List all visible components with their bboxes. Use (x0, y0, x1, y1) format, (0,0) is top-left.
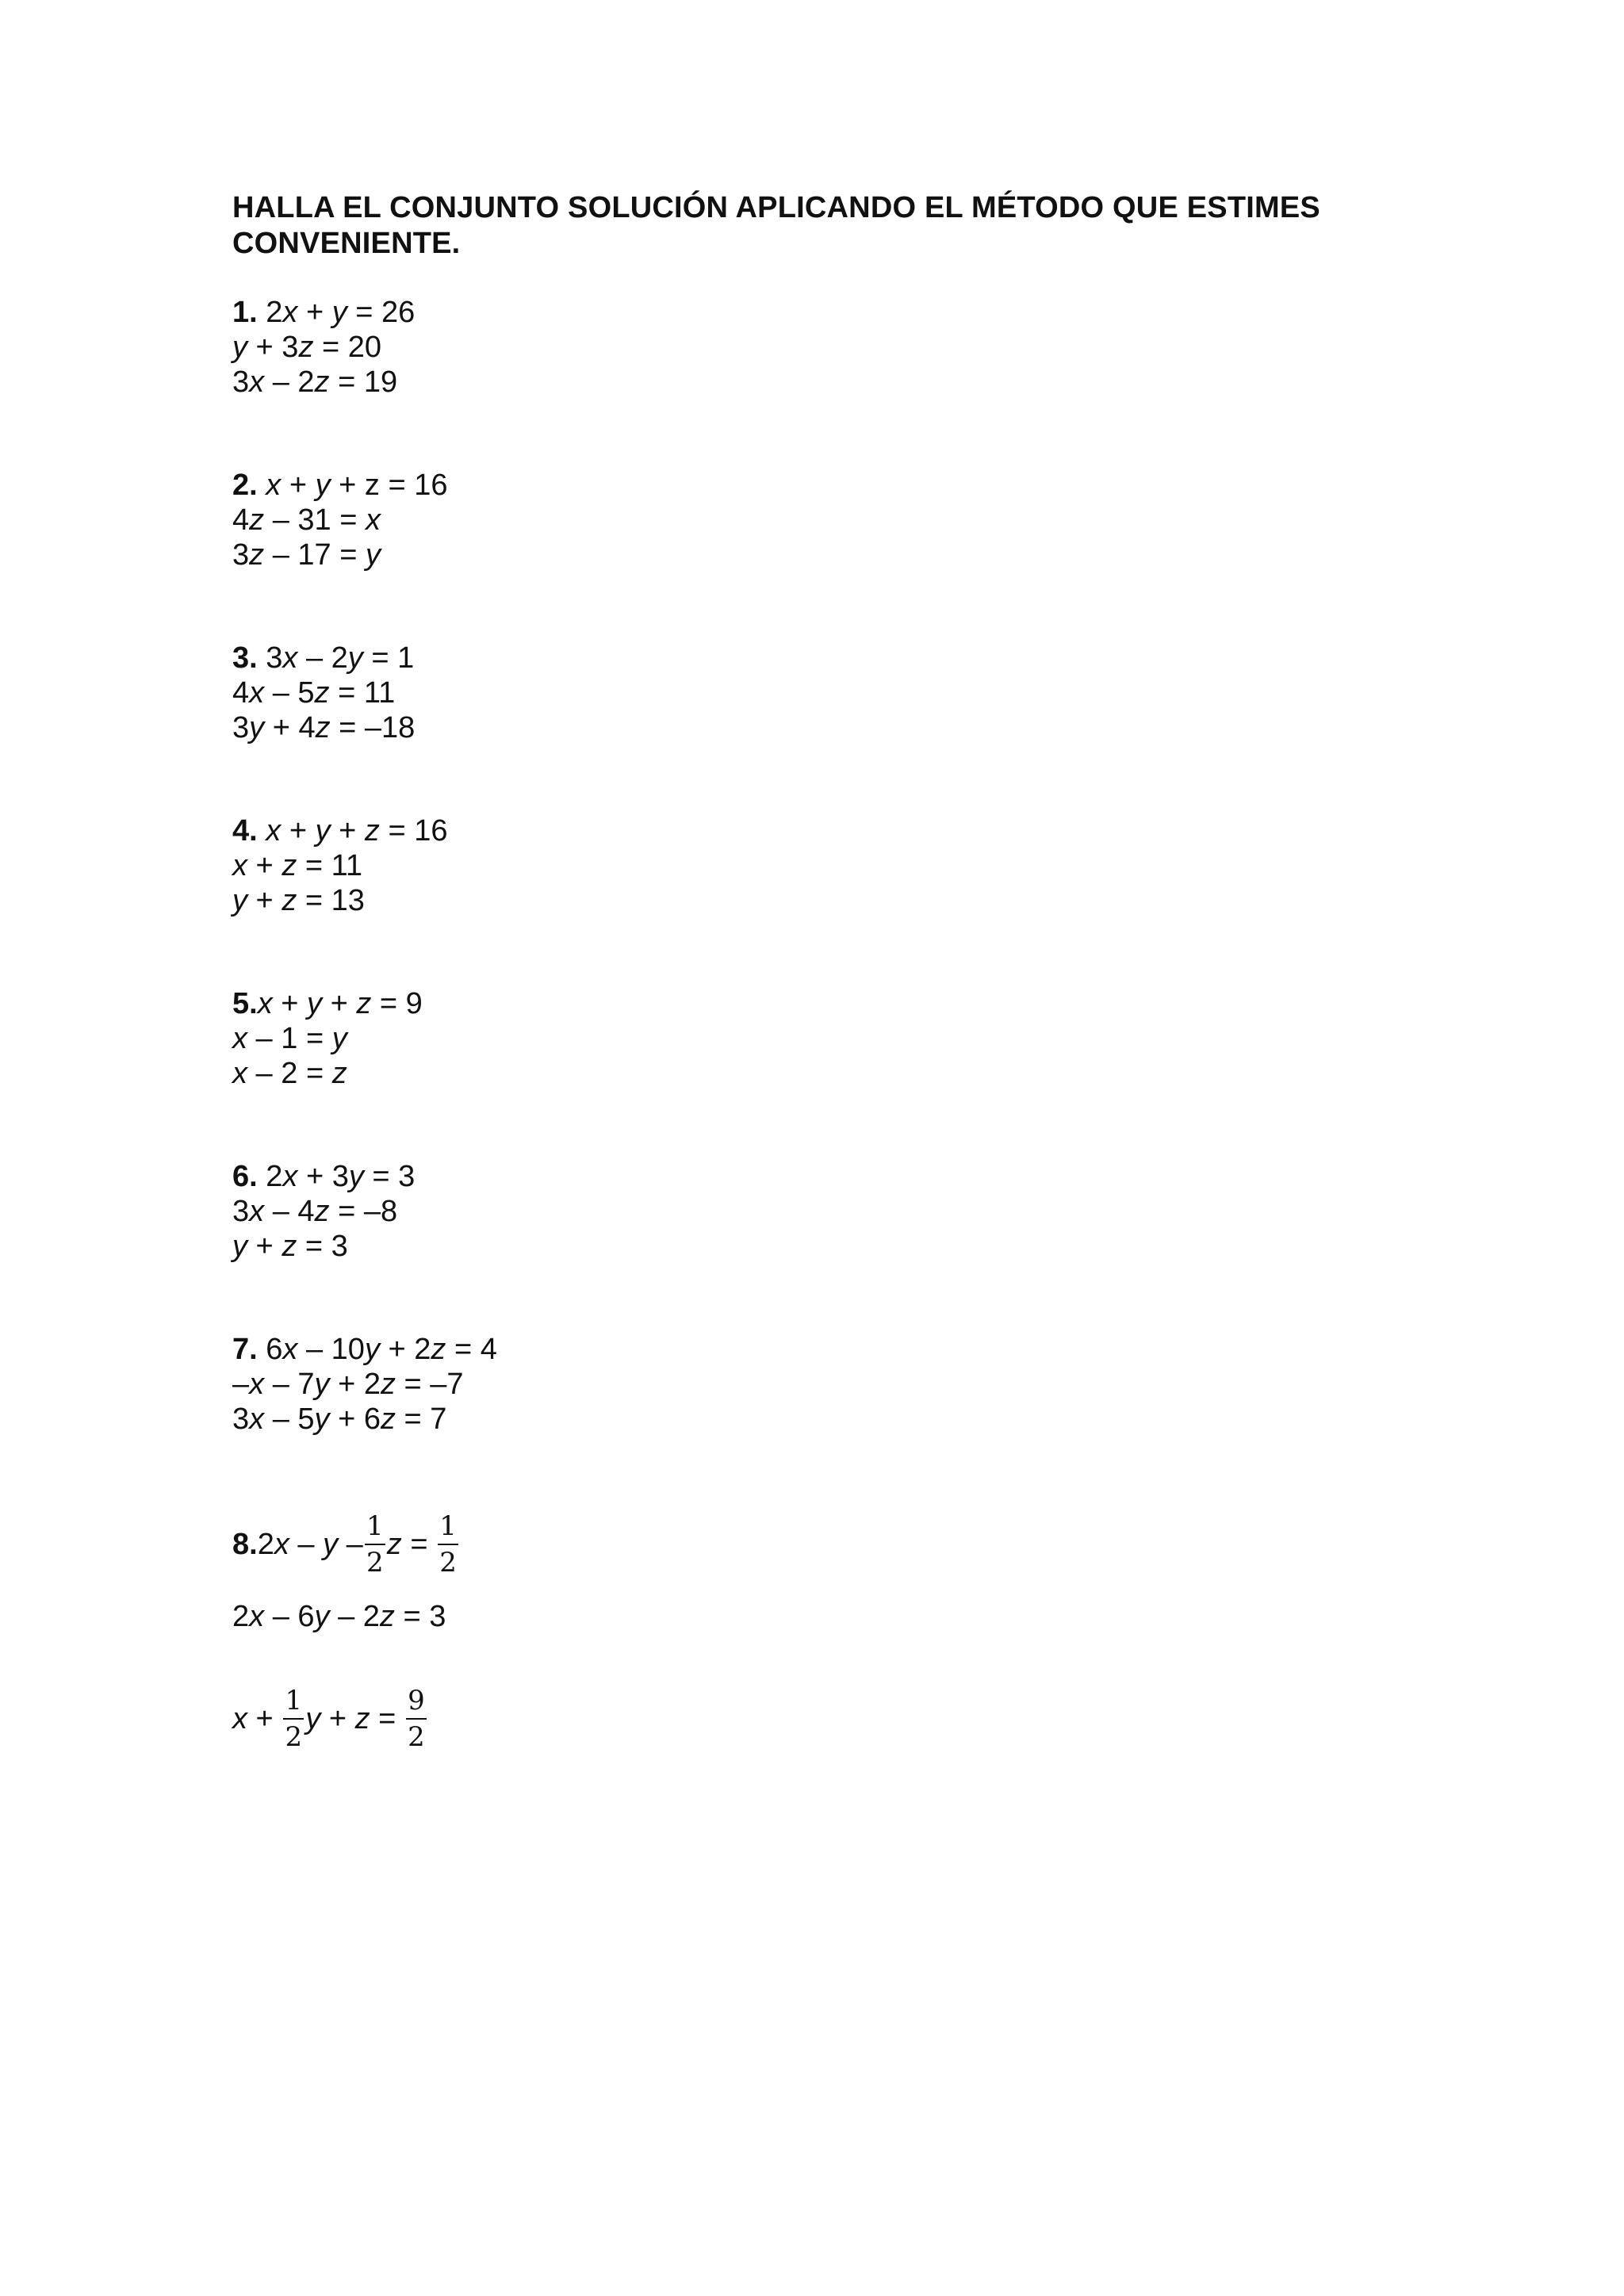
equation-line (232, 1194, 415, 1229)
variable: y (365, 538, 381, 572)
variable: x (266, 814, 282, 848)
variable: z (314, 365, 330, 399)
variable: y (314, 1402, 330, 1436)
variable: y (348, 1160, 364, 1193)
variable: z (282, 1230, 297, 1263)
equation-text: + 6 (329, 1402, 381, 1436)
problem-number: 8. (232, 1527, 258, 1561)
equation-text: – 2 (264, 365, 315, 399)
variable: y (305, 1701, 321, 1735)
equation-line (232, 1332, 497, 1367)
equation-text: + 3 (247, 331, 299, 364)
variable: x (232, 1701, 247, 1735)
variable: y (249, 711, 265, 744)
equation-text: – 1 = (247, 1022, 332, 1055)
variable: y (307, 987, 323, 1020)
equation-line (232, 468, 447, 503)
problem-6 (232, 1159, 415, 1264)
variable: x (282, 296, 298, 329)
problem-5 (232, 986, 423, 1091)
equation-text: + (247, 1230, 282, 1263)
problem-1 (232, 295, 415, 400)
variable: y (364, 1333, 380, 1366)
equation-text: 2 (257, 1527, 274, 1561)
variable: x (282, 1333, 298, 1366)
equation-text: – 4 (264, 1195, 315, 1228)
equation-text: = (401, 1527, 437, 1561)
equation-text: – 17 = (264, 538, 366, 572)
equation-text: 4 (232, 503, 250, 537)
fraction-denominator: 2 (439, 1547, 457, 1578)
problem-4 (232, 813, 447, 918)
problem-8-equation-1 (232, 1510, 460, 1578)
problem-3 (232, 641, 415, 745)
equation-text: + (247, 1701, 282, 1735)
variable: x (249, 1402, 265, 1436)
equation-text: = –18 (330, 711, 416, 744)
problem-7 (232, 1332, 497, 1437)
fraction (283, 1685, 304, 1753)
fraction-bar (406, 1718, 427, 1720)
variable: x (232, 1057, 247, 1090)
variable: y (331, 1022, 347, 1055)
equation-line (232, 330, 415, 365)
equation-line (232, 710, 415, 745)
variable: x (249, 365, 265, 399)
equation-text: = 3 (297, 1230, 348, 1263)
equation-text: = 26 (347, 296, 416, 329)
fraction-denominator: 2 (366, 1547, 384, 1578)
fraction-denominator: 2 (408, 1721, 425, 1753)
equation-line (232, 1402, 497, 1437)
variable: z (331, 1057, 347, 1090)
equation-text: + 3 (297, 1160, 349, 1193)
fraction-bar (283, 1718, 304, 1720)
equation-text: = 19 (329, 365, 398, 399)
page-title: HALLA EL CONJUNTO SOLUCIÓN APLICANDO EL MÉTODO QUE ESTIMES CONVENIENTE. (232, 191, 1320, 260)
variable: y (315, 814, 331, 848)
variable: z (315, 711, 331, 744)
equation-text: – 2 (297, 641, 348, 675)
variable: x (282, 641, 298, 675)
equation-text: + (297, 296, 332, 329)
variable: y (323, 1527, 339, 1561)
equation-text: – (232, 1368, 250, 1401)
variable: x (249, 1600, 265, 1633)
variable: z (356, 987, 372, 1020)
variable: x (266, 469, 282, 502)
equation-text: 2 (257, 296, 283, 329)
equation-text: – 6 (264, 1600, 315, 1633)
equation-text: 3 (232, 1402, 250, 1436)
equation-text: + (320, 1701, 355, 1735)
fraction-numerator: 1 (439, 1510, 457, 1542)
equation-text: = 20 (313, 331, 382, 364)
equation-text: – 7 (264, 1368, 315, 1401)
variable: x (274, 1527, 289, 1561)
equation-line (232, 986, 423, 1021)
equation-text: = –7 (395, 1368, 464, 1401)
variable: z (379, 1600, 395, 1633)
equation-text: = 13 (297, 884, 365, 917)
equation-text: – 2 = (247, 1057, 332, 1090)
equation-text (258, 813, 266, 848)
equation-text: 3 (232, 1195, 250, 1228)
fraction-bar (438, 1544, 458, 1545)
equation-line (232, 1159, 415, 1194)
equation-line (232, 641, 415, 675)
equation-line (232, 1056, 423, 1091)
equation-text: + 2 (379, 1333, 431, 1366)
variable: x (249, 1368, 265, 1401)
variable: y (347, 641, 363, 675)
equation-text: 2 (257, 1160, 283, 1193)
variable: y (315, 469, 331, 502)
equation-text: = 16 (379, 814, 448, 848)
equation-line (232, 1367, 497, 1402)
variable: x (249, 1195, 265, 1228)
variable: y (232, 331, 247, 364)
equation-text: + 2 (329, 1368, 381, 1401)
fraction-denominator: 2 (285, 1721, 303, 1753)
problem-number: 1. (232, 296, 258, 329)
equation-text (258, 468, 266, 503)
problem-8-equation-3 (232, 1685, 428, 1753)
variable: z (380, 1402, 396, 1436)
variable: z (364, 814, 380, 848)
equation-text: + (247, 849, 282, 882)
equation-text: 6 (257, 1333, 283, 1366)
problem-number: 5. (232, 987, 258, 1020)
equation-text: = 3 (394, 1600, 446, 1633)
fraction-numerator: 1 (366, 1510, 384, 1542)
fraction-numerator: 1 (285, 1685, 303, 1716)
variable: z (314, 676, 330, 710)
variable: y (314, 1600, 330, 1633)
variable: x (257, 987, 273, 1020)
variable: z (431, 1333, 446, 1366)
fraction (438, 1510, 458, 1578)
fraction (406, 1685, 427, 1753)
equation-text: + (247, 884, 282, 917)
equation-text: = 11 (297, 849, 363, 882)
equation-line (232, 295, 415, 330)
fraction-numerator: 9 (408, 1685, 425, 1716)
equation-text: 3 (232, 711, 250, 744)
equation-line (232, 1229, 415, 1264)
problem-number: 6. (232, 1160, 258, 1193)
equation-text: 3 (232, 538, 250, 572)
problem-number: 3. (232, 641, 258, 675)
equation-line (232, 813, 447, 848)
equation-text: = 7 (395, 1402, 447, 1436)
problem-2 (232, 468, 447, 572)
variable: x (232, 1022, 247, 1055)
variable: y (314, 1368, 330, 1401)
variable: z (298, 331, 314, 364)
equation-text: + (330, 814, 365, 848)
equation-text: – 10 (297, 1333, 365, 1366)
problem-8-equation-2 (232, 1600, 446, 1634)
variable: x (282, 1160, 298, 1193)
problem-number: 4. (232, 814, 258, 848)
equation-line (232, 538, 447, 572)
equation-text: 3 (257, 641, 283, 675)
variable: x (365, 503, 381, 537)
fraction (365, 1510, 385, 1578)
equation-line (232, 883, 447, 918)
equation-line (232, 1021, 423, 1056)
variable: x (249, 676, 265, 710)
equation-text: = 9 (371, 987, 423, 1020)
equation-text: – (289, 1527, 324, 1561)
equation-text: + (272, 987, 308, 1020)
equation-text: = 3 (363, 1160, 416, 1193)
variable: y (232, 1230, 247, 1263)
variable: z (386, 1527, 402, 1561)
equation-text: + 4 (264, 711, 316, 744)
variable: z (380, 1368, 396, 1401)
equation-text: – 31 = (264, 503, 366, 537)
equation-text: = 1 (362, 641, 415, 675)
equation-text: + z = 16 (330, 469, 448, 502)
equation-text: = 4 (446, 1333, 497, 1366)
equation-text: – (338, 1527, 363, 1561)
variable: z (249, 538, 265, 572)
equation-text: 4 (232, 676, 250, 710)
equation-text: + (322, 987, 357, 1020)
variable: x (232, 849, 247, 882)
equation-text: = –8 (329, 1195, 398, 1228)
equation-text: 2 (232, 1600, 250, 1633)
variable: z (354, 1701, 370, 1735)
equation-text: + (281, 814, 316, 848)
equation-line (232, 365, 415, 400)
variable: z (282, 884, 297, 917)
variable: z (249, 503, 265, 537)
equation-text: 3 (232, 365, 250, 399)
equation-text: – 2 (329, 1600, 380, 1633)
equation-text: = 11 (329, 676, 396, 710)
variable: y (232, 884, 247, 917)
equation-text: = (370, 1701, 404, 1735)
fraction-bar (365, 1544, 385, 1545)
problem-number: 2. (232, 469, 258, 502)
equation-text: – 5 (264, 676, 315, 710)
problem-number: 7. (232, 1333, 258, 1366)
equation-text: + (281, 469, 316, 502)
variable: z (314, 1195, 330, 1228)
equation-line (232, 503, 447, 538)
equation-line (232, 848, 447, 883)
equation-text: – 5 (264, 1402, 315, 1436)
equation-line (232, 675, 415, 710)
variable: y (331, 296, 347, 329)
variable: z (282, 849, 297, 882)
